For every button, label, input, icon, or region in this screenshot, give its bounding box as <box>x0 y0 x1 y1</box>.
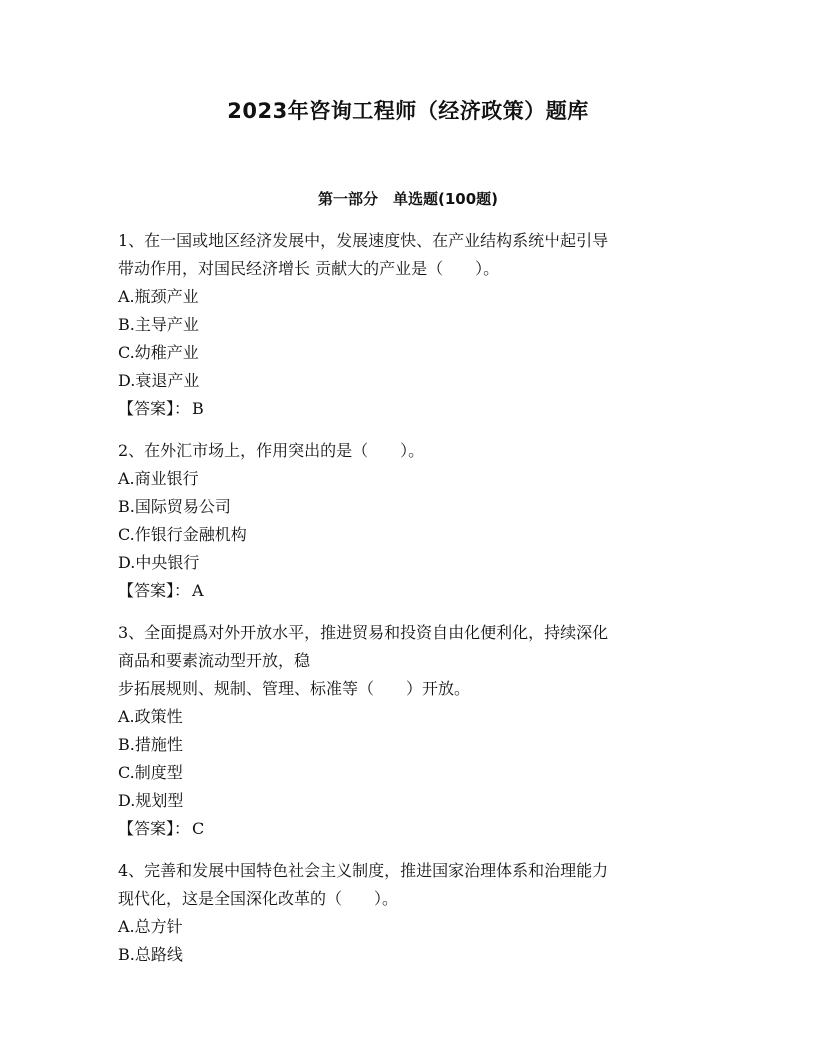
answer-value: A <box>192 581 204 600</box>
answer-value: B <box>192 399 204 418</box>
question-1 <box>118 227 708 423</box>
answer-value: C <box>192 819 205 838</box>
option-a: A.政策性 <box>118 707 183 726</box>
option-c: C.作银行金融机构 <box>118 525 247 544</box>
section-title: 第一部分 单选题(100题) <box>317 190 499 208</box>
option-b: B.措施性 <box>118 735 183 754</box>
question-2 <box>118 437 708 605</box>
question-stem-line: 步拓展规则、规制、管理、标准等（ ）开放。 <box>118 679 471 698</box>
option-c: C.幼稚产业 <box>118 343 199 362</box>
question-stem-line: 3、全面提爲对外开放水平，推进贸易和投资自由化便利化，持续深化 <box>118 623 609 642</box>
answer-line <box>118 815 708 843</box>
option-c: C.制度型 <box>118 763 183 782</box>
option-a: A.商业银行 <box>118 469 199 488</box>
question-stem-line: 商品和要素流动型开放，稳 <box>118 651 311 670</box>
option-b: B.国际贸易公司 <box>118 497 231 516</box>
question-stem-line: 2、在外汇市场上，作用突出的是（ ）。 <box>118 441 425 460</box>
answer-label: 【答案】： <box>118 819 191 838</box>
option-a: A.瓶颈产业 <box>118 287 199 306</box>
question-list <box>118 227 708 983</box>
question-stem-line: 4、完善和发展中国特色社会主义制度，推进国家治理体系和治理能力 <box>118 861 609 880</box>
question-stem-line: 带动作用，对国民经济增长 贡献大的产业是（ ）。 <box>118 259 500 278</box>
answer-label: 【答案】： <box>118 399 191 418</box>
question-4 <box>118 857 708 969</box>
option-d: D.衰退产业 <box>118 371 200 390</box>
answer-line <box>118 395 708 423</box>
question-3 <box>118 619 708 843</box>
question-stem-line: 现代化，这是全国深化改革的（ ）。 <box>118 889 399 908</box>
answer-line <box>118 577 708 605</box>
option-b: B.总路线 <box>118 945 183 964</box>
option-d: D.规划型 <box>118 791 184 810</box>
option-d: D.中央银行 <box>118 553 200 572</box>
option-a: A.总方针 <box>118 917 183 936</box>
option-b: B.主导产业 <box>118 315 199 334</box>
document-title: 2023年咨询工程师（经济政策）题库 <box>227 99 589 123</box>
answer-label: 【答案】： <box>118 581 191 600</box>
question-stem-line: 1、在一国或地区经济发展中，发展速度快、在产业结构系统屮起引导 <box>118 231 609 250</box>
